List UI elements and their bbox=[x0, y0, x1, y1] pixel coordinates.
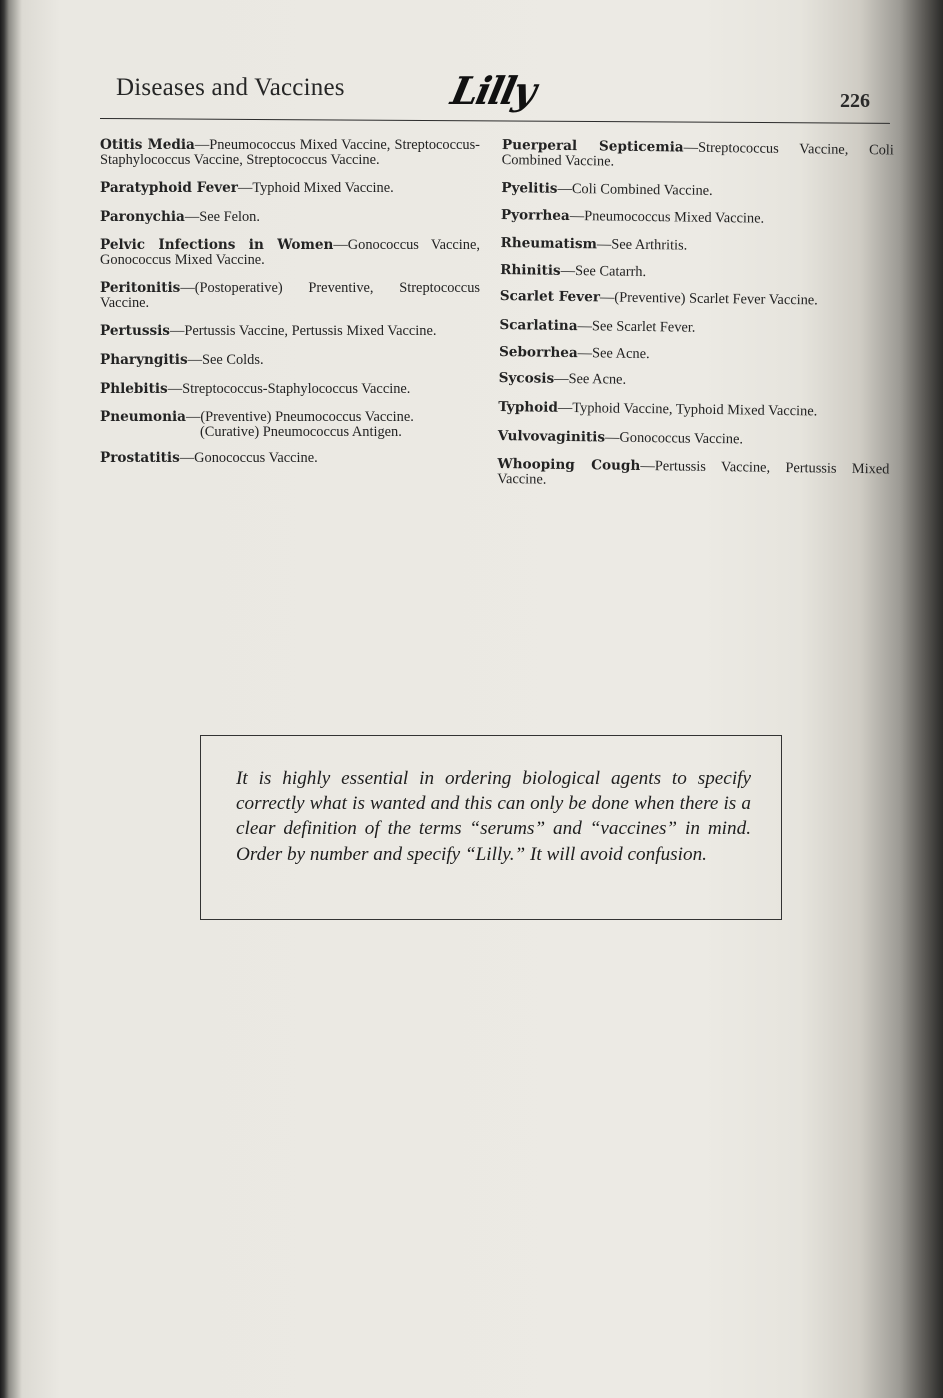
entry-text: —See Felon. bbox=[184, 208, 260, 225]
entry bbox=[100, 138, 480, 167]
entry bbox=[499, 345, 891, 365]
entry bbox=[100, 324, 480, 339]
entry-term: Rhinitis bbox=[500, 261, 561, 279]
entry-text: —Coli Combined Vaccine. bbox=[557, 180, 713, 199]
entry-term: Paronychia bbox=[100, 208, 185, 225]
entry-text: —Typhoid Vaccine, Typhoid Mixed Vaccine. bbox=[557, 399, 818, 420]
entry-text: —Gonococcus Vaccine. bbox=[179, 450, 318, 467]
entry-term: Rheumatism bbox=[500, 235, 598, 253]
entry-term: Pelvic Infections in Women bbox=[100, 237, 334, 254]
entry-text: —See Colds. bbox=[187, 352, 264, 369]
entry-term: Scarlatina bbox=[499, 317, 578, 335]
entry-term: Phlebitis bbox=[100, 380, 168, 397]
entry bbox=[500, 263, 892, 283]
entry bbox=[100, 210, 480, 225]
entry bbox=[498, 400, 890, 420]
ordering-notice-text: It is highly essential in ordering biological agents to specify correctly what is wanted and this can only be done when there is a clear definition of the terms “serums” and “vaccines” in mind. Order by number and specify “Lilly.” It will avoid confusion. bbox=[236, 768, 751, 865]
entry-text: —Pertussis Vaccine, Pertussis Mixed Vaccine. bbox=[497, 458, 890, 488]
entry bbox=[497, 457, 889, 491]
entry-term: Typhoid bbox=[498, 398, 559, 416]
lilly-logo: Lilly bbox=[447, 68, 539, 113]
entry bbox=[100, 238, 480, 267]
entry bbox=[100, 353, 480, 368]
entry-term: Peritonitis bbox=[100, 280, 181, 297]
entry bbox=[100, 382, 480, 397]
entry-text: —See Catarrh. bbox=[560, 262, 647, 280]
entry-text: —See Acne. bbox=[577, 344, 650, 362]
entry-term: Otitis Media bbox=[100, 137, 195, 153]
entry-text: —See Arthritis. bbox=[596, 236, 688, 254]
entry-term: Sycosis bbox=[498, 370, 555, 388]
entry bbox=[500, 236, 892, 256]
entry-term: Scarlet Fever bbox=[499, 288, 601, 306]
entry-text: —Streptococcus-Staphylococcus Vaccine. bbox=[167, 380, 411, 397]
entry-text: —(Preventive) Scarlet Fever Vaccine. bbox=[599, 289, 818, 309]
entry bbox=[502, 138, 894, 172]
entry bbox=[498, 429, 890, 449]
entry-text: —Typhoid Mixed Vaccine. bbox=[237, 180, 394, 196]
entry bbox=[500, 289, 892, 309]
entry-text-continuation: (Curative) Pneumococcus Antigen. bbox=[200, 423, 402, 440]
ordering-notice-box bbox=[200, 735, 782, 920]
entry-text: —Gonococcus Vaccine, Gonococcus Mixed Vaccine. bbox=[100, 237, 480, 268]
entry bbox=[501, 181, 893, 201]
entry-text: —Gonococcus Vaccine. bbox=[604, 429, 744, 448]
left-column bbox=[100, 138, 480, 475]
entry-term: Pharyngitis bbox=[100, 352, 188, 369]
entry-term: Whooping Cough bbox=[497, 456, 641, 475]
entry-term: Seborrhea bbox=[498, 343, 578, 361]
entry-text: —(Preventive) Pneumococcus Vaccine. bbox=[185, 409, 414, 426]
entry-term: Prostatitis bbox=[100, 450, 180, 467]
entry-text: —Streptococcus Vaccine, Coli Combined Vaccine. bbox=[501, 139, 894, 170]
right-column bbox=[497, 138, 894, 501]
entry-text: —(Postoperative) Preventive, Streptococcus Vaccine. bbox=[100, 280, 480, 311]
entry-term: Pertussis bbox=[100, 323, 170, 340]
entry bbox=[100, 410, 480, 439]
entry bbox=[100, 181, 480, 196]
entry-term: Paratyphoid Fever bbox=[100, 180, 238, 196]
entry bbox=[499, 371, 891, 391]
entry-term: Vulvovaginitis bbox=[497, 427, 606, 446]
entry-text: —See Scarlet Fever. bbox=[577, 318, 696, 336]
entry bbox=[100, 281, 480, 310]
entry-term: Pyorrhea bbox=[500, 206, 570, 224]
section-title: Diseases and Vaccines bbox=[116, 74, 345, 101]
entry-term: Puerperal Septicemia bbox=[501, 137, 684, 156]
entry-text: —Pertussis Vaccine, Pertussis Mixed Vaccine. bbox=[169, 323, 437, 340]
page-number: 226 bbox=[840, 90, 870, 112]
entry bbox=[501, 207, 893, 227]
entry bbox=[100, 451, 480, 466]
entry-term: Pneumonia bbox=[100, 409, 186, 426]
entry-text: —Pneumococcus Mixed Vaccine, Streptococcus-Staphylococcus Vaccine, Streptococcus Vaccine. bbox=[100, 137, 480, 168]
entry-text: —See Acne. bbox=[554, 371, 627, 389]
entry-term: Pyelitis bbox=[501, 179, 558, 197]
entry bbox=[499, 318, 891, 338]
entry-text: —Pneumococcus Mixed Vaccine. bbox=[569, 207, 765, 227]
